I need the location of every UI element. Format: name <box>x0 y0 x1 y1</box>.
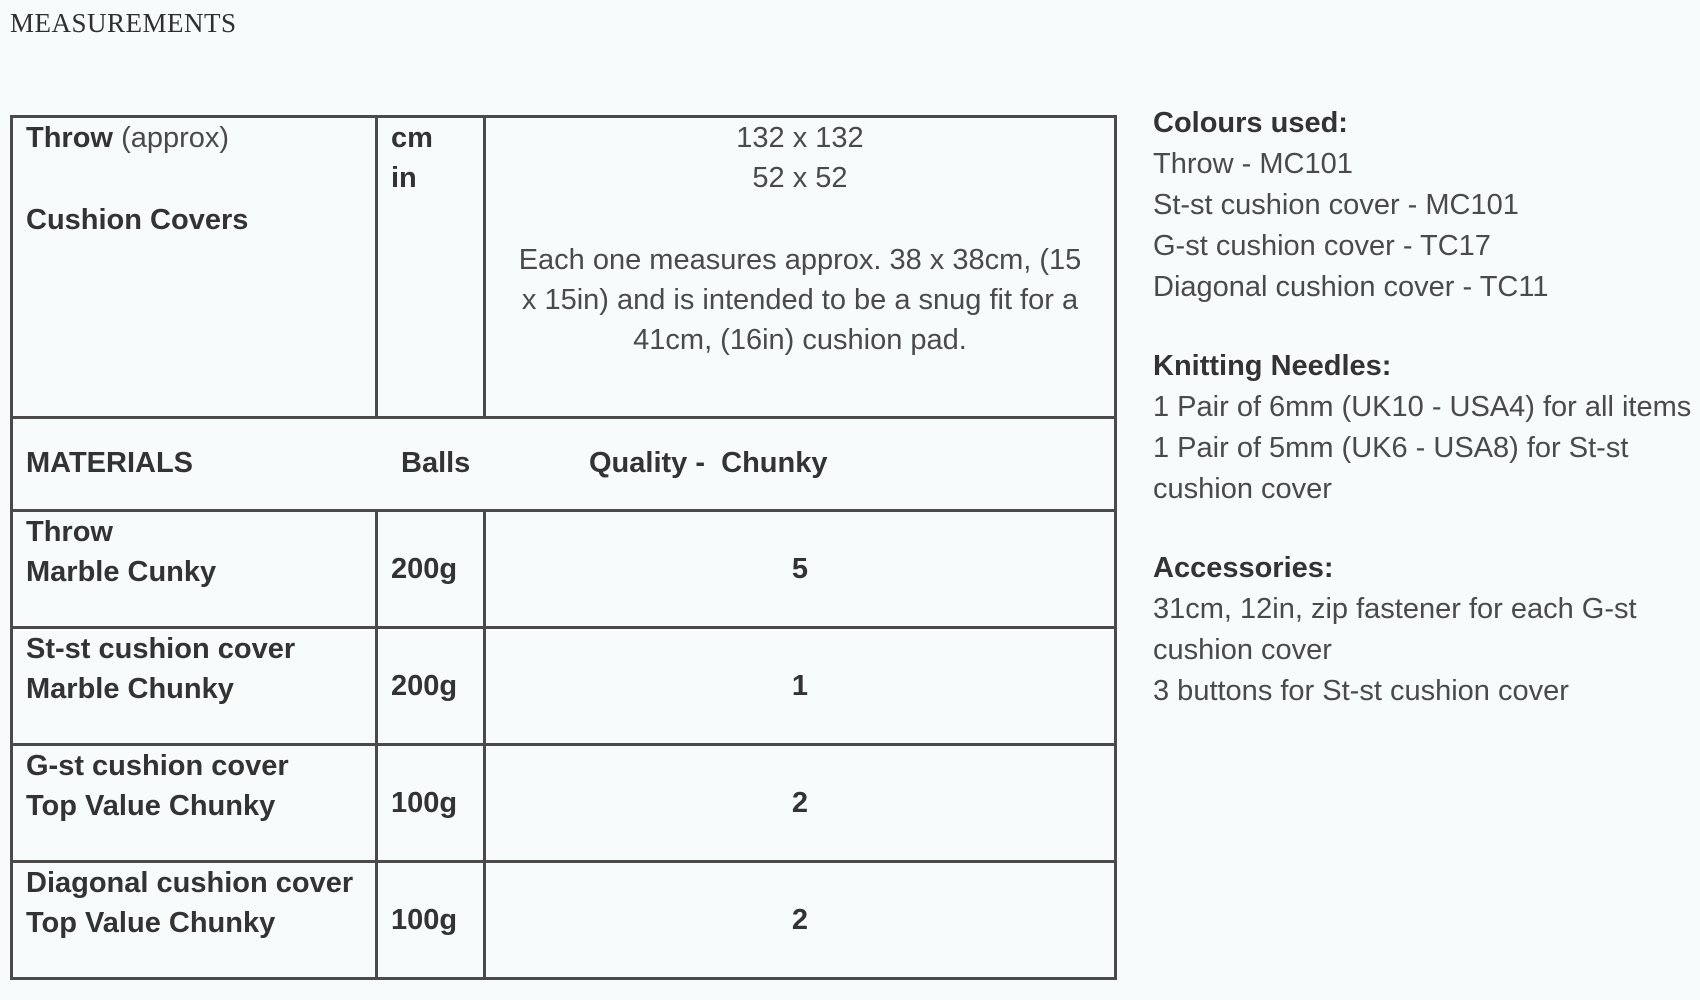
accessories-section <box>1153 548 1693 712</box>
yarn-name: Top Value Chunky <box>26 907 276 939</box>
count-cell: 2 <box>485 745 1116 862</box>
throw-in-value: 52 x 52 <box>752 162 848 194</box>
count-cell: 5 <box>485 511 1116 628</box>
weight-cell: 200g <box>377 511 485 628</box>
side-notes <box>1153 103 1693 750</box>
materials-label: MATERIALS <box>26 447 194 479</box>
item-cell <box>12 862 377 979</box>
measurement-values-cell <box>485 117 1116 418</box>
unit-in: in <box>391 162 417 194</box>
materials-header-row <box>12 418 1116 511</box>
needles-section <box>1153 346 1693 510</box>
item-name: St-st cushion cover <box>26 633 296 665</box>
unit-cm: cm <box>391 122 433 154</box>
table-row <box>12 862 1116 979</box>
measurement-labels-cell <box>12 117 377 418</box>
yarn-name: Top Value Chunky <box>26 790 276 822</box>
accessory-line: cushion cover <box>1153 634 1332 666</box>
accessories-title: Accessories: <box>1153 552 1334 584</box>
item-name: Throw <box>26 516 113 548</box>
measurements-row <box>12 117 1116 418</box>
item-cell <box>12 745 377 862</box>
needle-line: 1 Pair of 5mm (UK6 - USA8) for St-st <box>1153 432 1629 464</box>
weight-cell: 100g <box>377 862 485 979</box>
throw-cm-value: 132 x 132 <box>736 122 864 154</box>
item-name: Diagonal cushion cover <box>26 867 354 899</box>
colour-line: St-st cushion cover - MC101 <box>1153 189 1519 221</box>
item-cell <box>12 511 377 628</box>
yarn-name: Marble Chunky <box>26 673 234 705</box>
table-row <box>12 745 1116 862</box>
colours-section <box>1153 103 1693 308</box>
quality-header: Quality - Chunky <box>589 447 828 479</box>
throw-label: Throw <box>26 122 113 154</box>
balls-header: Balls <box>401 447 471 479</box>
colour-line: G-st cushion cover - TC17 <box>1153 230 1491 262</box>
count-cell: 1 <box>485 628 1116 745</box>
materials-header-cell <box>12 418 1116 511</box>
needle-line: 1 Pair of 6mm (UK10 - USA4) for all items <box>1153 391 1692 423</box>
throw-note: (approx) <box>121 122 230 154</box>
measurements-materials-table <box>10 115 1117 980</box>
count-cell: 2 <box>485 862 1116 979</box>
yarn-name: Marble Cunky <box>26 556 217 588</box>
accessory-line: 31cm, 12in, zip fastener for each G-st <box>1153 593 1637 625</box>
page-title: MEASUREMENTS <box>10 8 237 38</box>
colour-line: Diagonal cushion cover - TC11 <box>1153 271 1549 303</box>
table-row <box>12 628 1116 745</box>
item-name: G-st cushion cover <box>26 750 289 782</box>
weight-cell: 200g <box>377 628 485 745</box>
weight-cell: 100g <box>377 745 485 862</box>
needles-title: Knitting Needles: <box>1153 350 1392 382</box>
cushion-description: Each one measures approx. 38 x 38cm, (15 x 15in) and is intended to be a snug fit for a 41cm, (16in) cushion pad. <box>518 244 1082 356</box>
table-row <box>12 511 1116 628</box>
cushion-covers-label: Cushion Covers <box>26 204 249 236</box>
accessory-line: 3 buttons for St-st cushion cover <box>1153 675 1569 707</box>
colour-line: Throw - MC101 <box>1153 148 1353 180</box>
colours-title: Colours used: <box>1153 107 1348 139</box>
needle-line: cushion cover <box>1153 473 1332 505</box>
item-cell <box>12 628 377 745</box>
units-cell <box>377 117 485 418</box>
